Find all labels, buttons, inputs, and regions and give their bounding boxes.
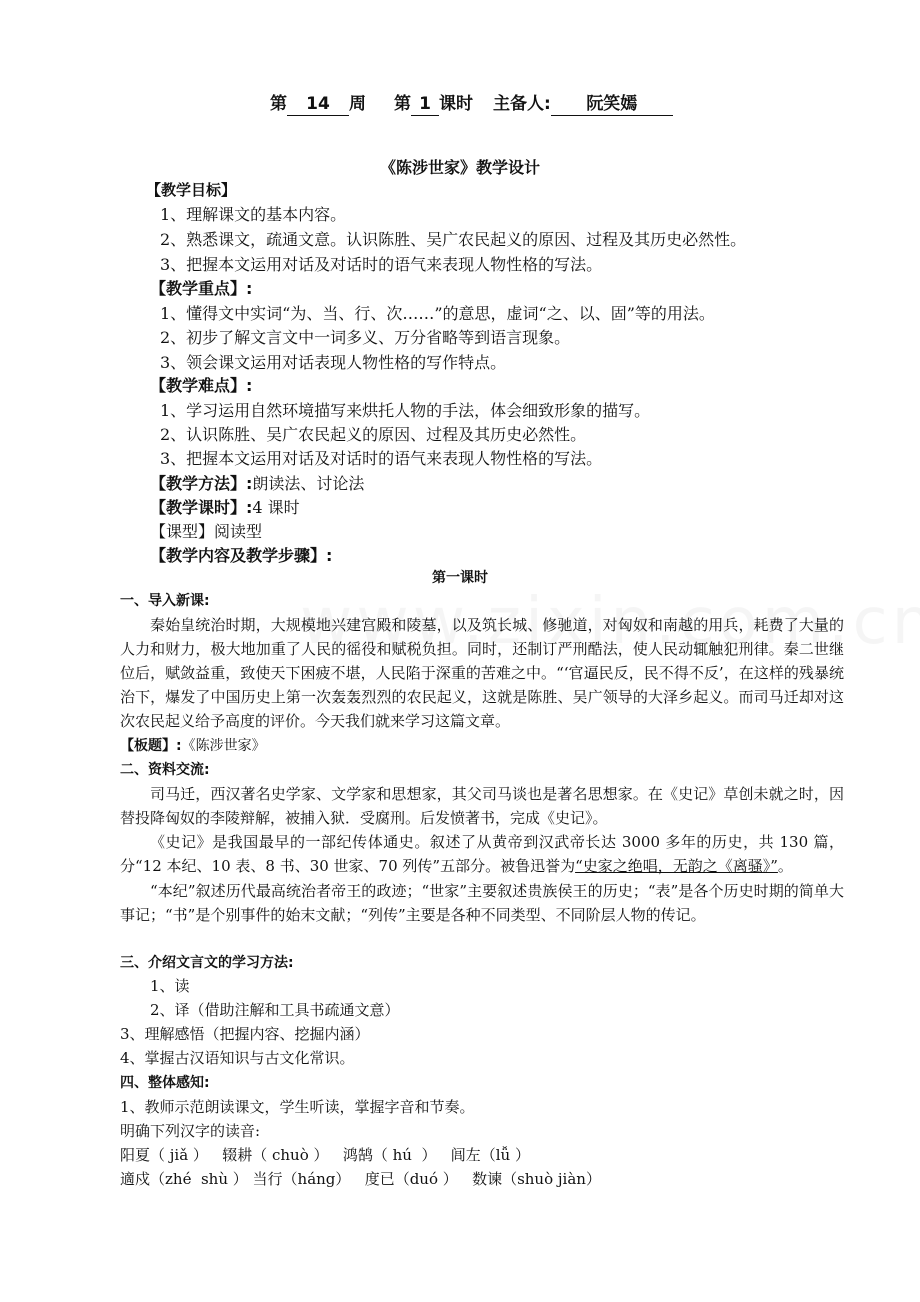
lesson-type-label: 【课型】 [150, 522, 215, 541]
section4-heading: 四、整体感知: [120, 1075, 210, 1091]
lu-xun-quote: “史家之绝唱，无韵之《离骚》” [575, 857, 778, 875]
lesson-number: 1 [411, 96, 439, 116]
difficulty-item: 2、认识陈胜、吴广农民起义的原因、过程及其历史必然性。 [160, 425, 587, 444]
difficulty-item: 3、把握本文运用对话及对话时的语气来表现人物性格的写法。 [160, 449, 603, 468]
perception-item: 1、教师示范朗读课文，学生听读，掌握字音和节奏。 [120, 1098, 475, 1116]
section3-heading: 三、介绍文言文的学习方法: [120, 955, 294, 971]
paragraph2-text: 《史记》是我国最早的一部纪传体通史。叙述了从黄帝到汉武帝长达 3000 多年的历史，共 130 篇，分“12 本纪、10 表、8 书、30 世家、70 列传”五部分。被鲁迅誉为 [120, 833, 844, 875]
preparer-label: 主备人: [493, 94, 551, 114]
key-points-heading: 【教学重点】: [150, 279, 253, 298]
board-title [120, 739, 266, 753]
key-point-item: 1、懂得文中实词“为、当、行、次……”的意思，虚词“之、以、固”等的用法。 [160, 304, 715, 323]
objectives-heading: 【教学目标】 [146, 181, 237, 199]
section1-heading: 一、导入新课: [120, 593, 210, 609]
lesson-type [150, 524, 262, 540]
paragraph2-end: 。 [777, 857, 793, 875]
lesson-prefix: 第 [394, 94, 411, 114]
method-item: 2、译（借助注解和工具书疏通文意） [150, 1001, 400, 1019]
section2-paragraph2 [120, 830, 844, 878]
method-item: 4、掌握古汉语知识与古文化常识。 [120, 1049, 355, 1067]
key-point-item: 2、初步了解文言文中一词多义、万分省略等到语言现象。 [160, 328, 571, 347]
objective-item: 1、理解课文的基本内容。 [160, 205, 347, 224]
teaching-hours [150, 500, 300, 516]
teaching-method-label: 【教学方法】: [150, 474, 253, 493]
board-title-value: 《陈涉世家》 [181, 738, 266, 754]
section1-paragraph: 秦始皇统治时期，大规模地兴建宫殿和陵墓，以及筑长城、修驰道，对匈奴和南越的用兵，耗费了大量的人力和财力，极大地加重了人民的徭役和赋税负担。同时，还制订严刑酷法，使人民动辄触犯刑律。秦二世继位后，赋敛益重，致使天下困疲不堪，人民陷于深重的苦难之中。“‘官逼民反，民不得不反’，在这样的残暴统治下，爆发了中国历史上第一次轰轰烈烈的农民起义，这就是陈胜、吴广领导的大泽乡起义。而司马迁却对这次农民起义给予高度的评价。今天我们就来学习这篇文章。 [120, 616, 844, 730]
teaching-hours-label: 【教学课时】: [150, 498, 253, 517]
teaching-method-value: 朗读法、讨论法 [252, 474, 365, 493]
pronunciation-heading: 明确下列汉字的读音: [120, 1122, 261, 1140]
preparer-name: 阮笑嫣 [551, 96, 673, 116]
document-title: 《陈涉世家》教学设计 [379, 158, 540, 177]
pronunciation-row: 阳夏（ jiǎ ） 辍耕（ chuò ） 鸿鹄（ hú ） 闾左（lǚ ） [120, 1146, 530, 1164]
board-title-label: 【板题】: [120, 738, 182, 754]
week-prefix: 第 [270, 94, 287, 114]
section2-paragraph1: 司马迁，西汉著名史学家、文学家和思想家，其父司马谈也是著名思想家。在《史记》草创未就之时，因替投降匈奴的李陵辩解，被捕入狱．受腐刑。后发愤著书，完成《史记》。 [120, 785, 844, 827]
steps-heading: 【教学内容及教学步骤】: [150, 546, 333, 565]
key-point-item: 3、领会课文运用对话表现人物性格的写作特点。 [160, 353, 507, 372]
method-item: 3、理解感悟（把握内容、挖掘内涵） [120, 1025, 370, 1043]
objective-item: 3、把握本文运用对话及对话时的语气来表现人物性格的写法。 [160, 255, 603, 274]
week-suffix: 周 [349, 94, 366, 114]
teaching-method [150, 476, 364, 492]
section2-paragraph3: “本纪”叙述历代最高统治者帝王的政迹；“世家”主要叙述贵族侯王的历史；“表”是各个历史时期的简单大事记；“书”是个别事件的始末文献；“列传”主要是各种不同类型、不同阶层人物的传记。 [120, 882, 844, 924]
lesson-type-value: 阅读型 [214, 522, 263, 541]
difficulties-heading: 【教学难点】: [150, 376, 253, 395]
lesson1-title: 第一课时 [432, 570, 488, 586]
section2-heading: 二、资料交流: [120, 762, 210, 778]
teaching-hours-value: 4 课时 [252, 498, 300, 517]
lesson-header [270, 96, 673, 116]
lesson-suffix: 课时 [439, 94, 473, 114]
week-number: 14 [287, 96, 349, 116]
method-item: 1、读 [150, 977, 190, 995]
pronunciation-row: 適戍（zhé shù ） 当行（háng） 度已（duó ） 数谏（shuò jiàn） [120, 1170, 601, 1188]
objective-item: 2、熟悉课文，疏通文意。认识陈胜、吴广农民起义的原因、过程及其历史必然性。 [160, 230, 747, 249]
difficulty-item: 1、学习运用自然环境描写来烘托人物的手法，体会细致形象的描写。 [160, 401, 651, 420]
